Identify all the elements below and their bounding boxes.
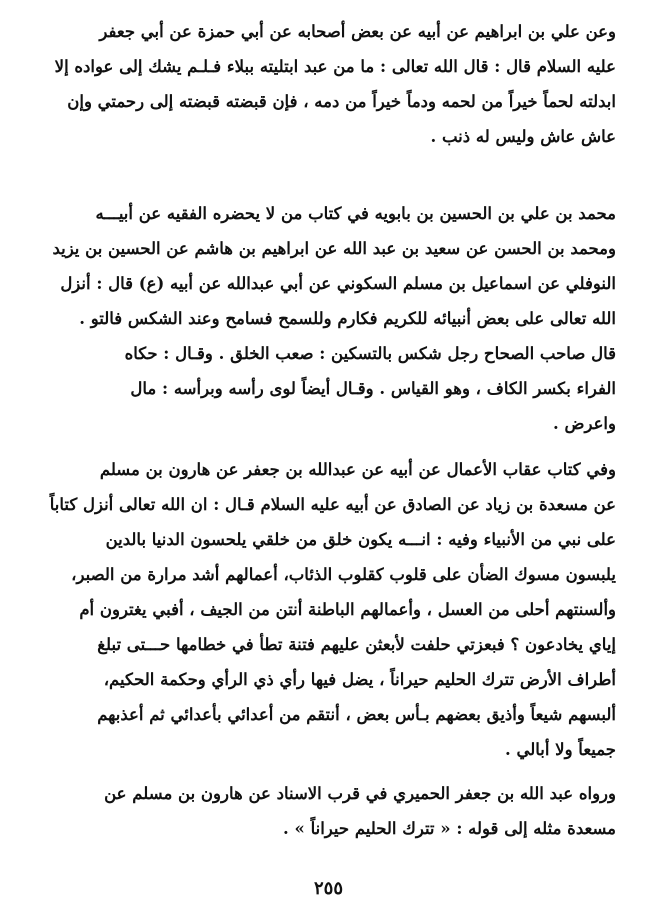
paragraph-3 bbox=[48, 452, 616, 767]
text-line: الله تعالى على بعض أنبيائه للكريم فكارم وللسمح فسامح وعند الشكس فالتو . bbox=[79, 309, 616, 328]
text-line: محمد بن علي بن الحسين بن بابويه في كتاب من لا يحضره الفقيه عن أبيـــه bbox=[95, 204, 616, 223]
text-line: قال صاحب الصحاح رجل شكس بالتسكين : صعب الخلق . وقـال : حكاه bbox=[124, 344, 616, 363]
text-line: ورواه عبد الله بن جعفر الحميري في قرب الاسناد عن هارون بن مسلم عن bbox=[104, 784, 616, 803]
text-line: ومحمد بن الحسن عن سعيد بن عبد الله عن ابراهيم بن هاشم عن الحسين بن يزيد bbox=[52, 239, 616, 258]
text-line: واعرض . bbox=[553, 414, 616, 433]
text-line: عن مسعدة بن زياد عن الصادق عن أبيه عليه السلام قـال : ان الله تعالى أنزل كتاباً bbox=[49, 495, 616, 514]
text-line: على نبي من الأنبياء وفيه : انـــه يكون خلق من خلقي يلحسون الدنيا بالدين bbox=[105, 530, 616, 549]
text-line: وفي كتاب عقاب الأعمال عن أبيه عن عبدالله بن جعفر عن هارون بن مسلم bbox=[99, 460, 616, 479]
paragraph-2 bbox=[48, 196, 616, 441]
text-line: إياي يخادعون ؟ فبعزتي حلفت لأبعثن عليهم فتنة تطأ في خطامها حـــتى تبلغ bbox=[97, 635, 616, 654]
text-line: النوفلي عن اسماعيل بن مسلم السكوني عن أبي عبدالله عن أبيه (ع) قال : أنزل bbox=[60, 274, 616, 293]
text-line: وألسنتهم أحلى من العسل ، وأعمالهم الباطنة أنتن من الجيف ، أفبي يغترون أم bbox=[79, 600, 616, 619]
text-line: ألبسهم شيعاً وأذيق بعضهم بـأس بعض ، أنتقم من أعدائي بأعدائي ثم أعذبهم bbox=[97, 705, 616, 724]
page-number: ٢٥٥ bbox=[313, 878, 343, 899]
text-line: عليه السلام قال : قال الله تعالى : ما من عبد ابتليته ببلاء فـلـم يشك إلى عواده إلا bbox=[54, 57, 616, 76]
text-line: ابدلته لحماً خيراً من لحمه ودماً خيراً من دمه ، فإن قبضته قبضته إلى رحمتي وإن bbox=[67, 92, 616, 111]
text-line: وعن علي بن ابراهيم عن أبيه عن بعض أصحابه عن أبي حمزة عن أبي جعفر bbox=[99, 22, 616, 41]
text-line: أطراف الأرض تترك الحليم حيراناً ، يضل فيها رأي ذي الرأي وحكمة الحكيم، bbox=[103, 670, 616, 689]
text-line: يلبسون مسوك الضأن على قلوب كقلوب الذئاب، أعمالهم أشد مرارة من الصبر، bbox=[71, 565, 616, 584]
paragraph-1 bbox=[48, 14, 616, 154]
text-line: مسعدة مثله إلى قوله : « تترك الحليم حيراناً » . bbox=[283, 819, 616, 838]
text-line: عاش عاش وليس له ذنب . bbox=[430, 127, 616, 146]
paragraph-4 bbox=[48, 776, 616, 846]
text-line: الفراء بكسر الكاف ، وهو القياس . وقـال أيضاً لوى رأسه وبرأسه : مال bbox=[130, 379, 616, 398]
text-line: جميعاً ولا أبالي . bbox=[504, 740, 616, 759]
